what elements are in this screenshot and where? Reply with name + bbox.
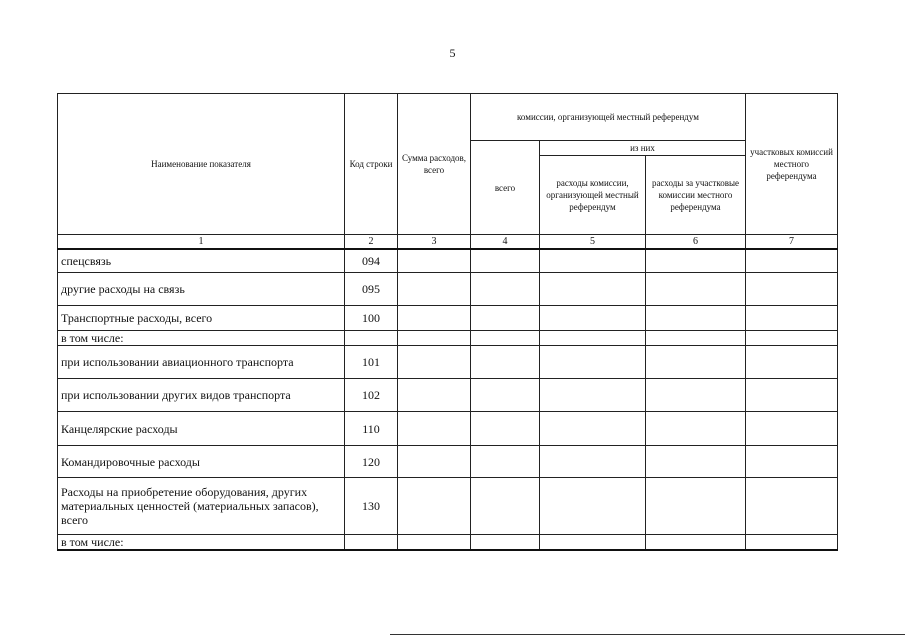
- value-cell: [746, 535, 838, 551]
- header-commission-group: комиссии, организующей местный референдум: [471, 94, 746, 141]
- value-cell: [398, 306, 471, 331]
- row-name: Транспортные расходы, всего: [58, 306, 345, 331]
- value-cell: [746, 478, 838, 535]
- table-row: [58, 249, 838, 273]
- table-row: [58, 331, 838, 346]
- value-cell: [646, 273, 746, 306]
- value-cell: [398, 412, 471, 446]
- row-code: 100: [345, 306, 398, 331]
- table-row: [58, 306, 838, 331]
- value-cell: [540, 379, 646, 412]
- value-cell: [471, 346, 540, 379]
- row-name: Расходы на приобретение оборудования, других материальных ценностей (материальных запасов), всего: [58, 478, 345, 535]
- value-cell: [471, 273, 540, 306]
- value-cell: [646, 478, 746, 535]
- row-name: Командировочные расходы: [58, 446, 345, 478]
- value-cell: [471, 412, 540, 446]
- value-cell: [746, 379, 838, 412]
- header-name: Наименование показателя: [58, 94, 345, 235]
- value-cell: [398, 446, 471, 478]
- header-commission-expenses: расходы комиссии, организующей местный референдум: [540, 156, 646, 235]
- value-cell: [646, 249, 746, 273]
- table-row: [58, 412, 838, 446]
- value-cell: [540, 306, 646, 331]
- column-number: 2: [345, 235, 398, 250]
- value-cell: [471, 249, 540, 273]
- header-code: Код строки: [345, 94, 398, 235]
- table-row: [58, 478, 838, 535]
- value-cell: [471, 478, 540, 535]
- row-code: 095: [345, 273, 398, 306]
- column-numbers-row: [58, 235, 838, 250]
- value-cell: [398, 478, 471, 535]
- value-cell: [398, 346, 471, 379]
- value-cell: [471, 446, 540, 478]
- value-cell: [398, 535, 471, 551]
- value-cell: [746, 446, 838, 478]
- table-row: [58, 446, 838, 478]
- value-cell: [540, 478, 646, 535]
- header-of-them: из них: [540, 141, 746, 156]
- header-precinct-commissions: участковых комиссий местного референдума: [746, 94, 838, 235]
- value-cell: [540, 331, 646, 346]
- header-total: всего: [471, 141, 540, 235]
- value-cell: [540, 446, 646, 478]
- table-row: [58, 346, 838, 379]
- row-code: 094: [345, 249, 398, 273]
- value-cell: [646, 306, 746, 331]
- value-cell: [746, 249, 838, 273]
- value-cell: [646, 379, 746, 412]
- row-code: 102: [345, 379, 398, 412]
- row-name: в том числе:: [58, 535, 345, 551]
- header-precinct-expenses: расходы за участковые комиссии местного референдума: [646, 156, 746, 235]
- value-cell: [540, 273, 646, 306]
- value-cell: [646, 535, 746, 551]
- row-code: 130: [345, 478, 398, 535]
- column-number: 7: [746, 235, 838, 250]
- page-number: 5: [449, 46, 456, 60]
- table-header: [58, 94, 838, 250]
- value-cell: [746, 273, 838, 306]
- table-row: [58, 535, 838, 551]
- row-name: другие расходы на связь: [58, 273, 345, 306]
- value-cell: [398, 249, 471, 273]
- row-name: Канцелярские расходы: [58, 412, 345, 446]
- page-bottom-rule: [390, 634, 905, 635]
- value-cell: [540, 249, 646, 273]
- value-cell: [746, 412, 838, 446]
- value-cell: [398, 331, 471, 346]
- row-code: [345, 535, 398, 551]
- row-name: при использовании других видов транспорта: [58, 379, 345, 412]
- value-cell: [646, 346, 746, 379]
- expense-report-table: [57, 93, 838, 551]
- column-number: 4: [471, 235, 540, 250]
- value-cell: [471, 535, 540, 551]
- table-body: [58, 249, 838, 550]
- value-cell: [471, 306, 540, 331]
- table-row: [58, 273, 838, 306]
- row-name: спецсвязь: [58, 249, 345, 273]
- value-cell: [646, 412, 746, 446]
- row-name: в том числе:: [58, 331, 345, 346]
- table-row: [58, 379, 838, 412]
- value-cell: [540, 346, 646, 379]
- value-cell: [746, 331, 838, 346]
- row-code: 101: [345, 346, 398, 379]
- header-sum: Сумма расходов, всего: [398, 94, 471, 235]
- row-code: 120: [345, 446, 398, 478]
- row-code: [345, 331, 398, 346]
- value-cell: [646, 446, 746, 478]
- value-cell: [540, 535, 646, 551]
- row-code: 110: [345, 412, 398, 446]
- value-cell: [471, 379, 540, 412]
- column-number: 1: [58, 235, 345, 250]
- value-cell: [471, 331, 540, 346]
- column-number: 3: [398, 235, 471, 250]
- value-cell: [746, 306, 838, 331]
- value-cell: [746, 346, 838, 379]
- value-cell: [398, 379, 471, 412]
- column-number: 5: [540, 235, 646, 250]
- row-name: при использовании авиационного транспорта: [58, 346, 345, 379]
- value-cell: [540, 412, 646, 446]
- column-number: 6: [646, 235, 746, 250]
- value-cell: [398, 273, 471, 306]
- value-cell: [646, 331, 746, 346]
